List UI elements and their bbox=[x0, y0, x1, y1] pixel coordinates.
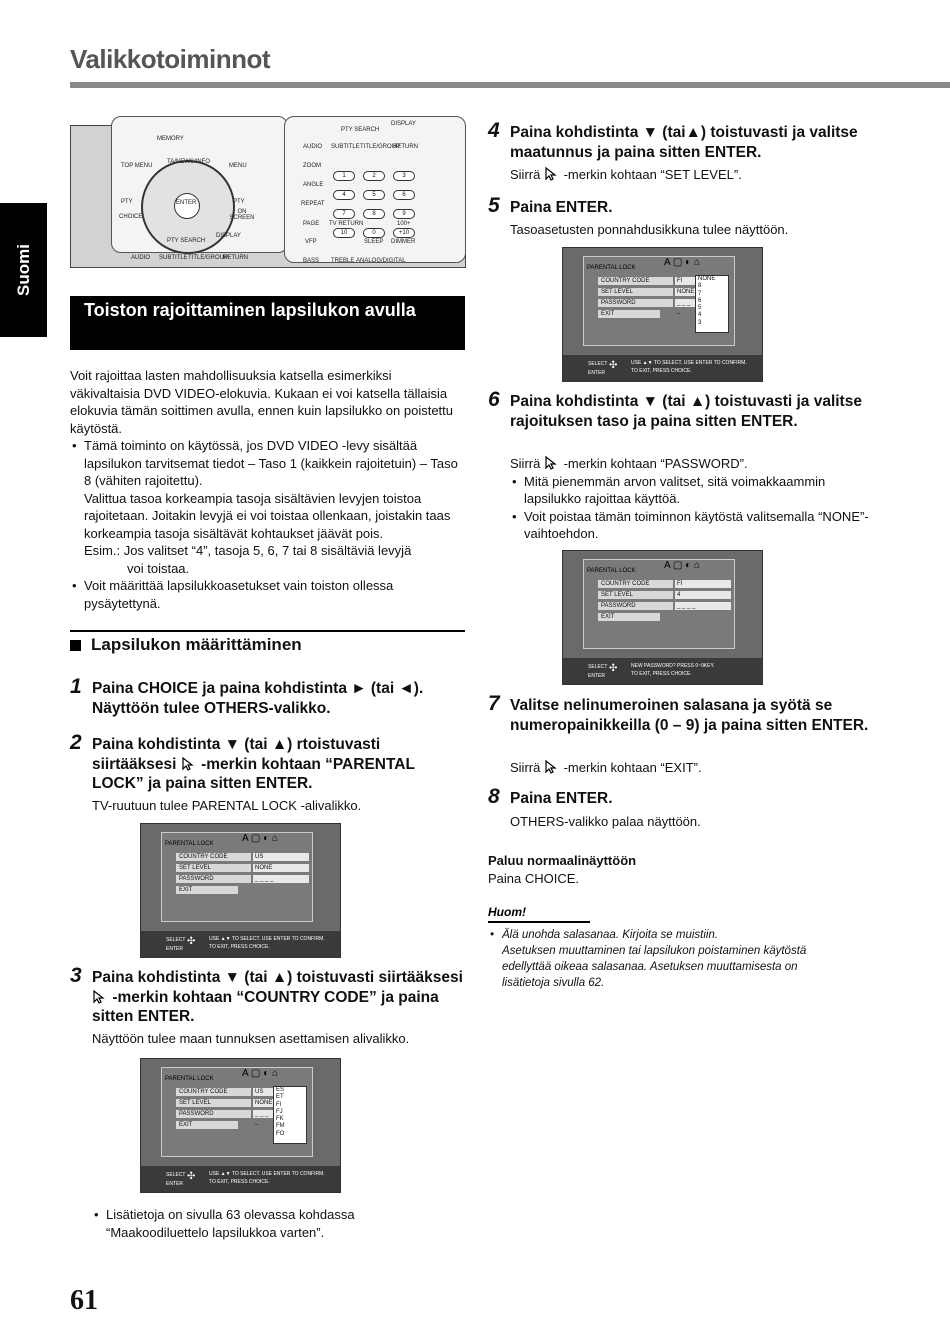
list-item: FK bbox=[276, 1116, 284, 1123]
desc-a: Siirrä bbox=[510, 456, 541, 471]
list-item: FJ bbox=[276, 1108, 283, 1115]
bullet-item: • Lisätietoja on sivulla 63 olevassa kohdassa “Maakoodiluettelo lapsilukkoa varten”. bbox=[92, 1206, 406, 1241]
osd-screen-set-level bbox=[562, 247, 763, 382]
step-text: Paina ENTER. bbox=[510, 790, 613, 807]
osd-select-label: SELECT bbox=[588, 664, 608, 670]
osd-level-value: NONE bbox=[253, 864, 309, 872]
menu-icons-icon: A ▢ ◐ ⌂ bbox=[664, 560, 700, 571]
step-number: 3 bbox=[70, 964, 82, 987]
list-item: FO bbox=[276, 1130, 285, 1137]
osd-row-exit: EXIT bbox=[176, 1121, 238, 1129]
cursor-icon bbox=[544, 759, 560, 775]
square-bullet-icon bbox=[70, 640, 81, 651]
osd-country-value: FI bbox=[675, 580, 731, 588]
osd-status-bar bbox=[563, 355, 762, 381]
remote-label: PTY bbox=[121, 199, 133, 205]
menu-icons-icon: A ▢ ◐ ⌂ bbox=[664, 257, 700, 268]
number-key: 9 bbox=[393, 209, 415, 219]
note-line: Asetuksen muuttaminen tai lapsilukon poistaminen käytöstä edellyttää oikeaa salasanaa. Asetuksen muuttamisesta on lisätietoja sivulla 62. bbox=[502, 945, 807, 989]
note-rule bbox=[488, 921, 590, 923]
number-key: 10 bbox=[333, 228, 355, 238]
list-item: 5 bbox=[698, 305, 702, 312]
menu-icons-icon: A ▢ ◐ ⌂ bbox=[242, 833, 278, 844]
desc-b: -merkin kohtaan “SET LEVEL”. bbox=[563, 167, 742, 182]
dpad-icon: ✣ bbox=[187, 1171, 196, 1182]
remote-label: TITLE/GROUP bbox=[360, 144, 401, 150]
osd-status-bar bbox=[141, 931, 340, 957]
osd-help-line: NEW PASSWORD? PRESS 0~9KEY. bbox=[631, 663, 715, 669]
osd-row-password: PASSWORD bbox=[598, 602, 673, 610]
remote-label: ANALOG/DIGITAL bbox=[356, 258, 406, 264]
osd-row-password: PASSWORD bbox=[176, 1110, 251, 1118]
subsection-title: Lapsilukon määrittäminen bbox=[91, 635, 302, 654]
remote-label: RETURN bbox=[393, 144, 418, 150]
number-key: 7 bbox=[333, 209, 355, 219]
remote-label: AUDIO bbox=[303, 144, 323, 150]
osd-row-country-code: COUNTRY CODE bbox=[598, 580, 673, 588]
osd-row-password: PASSWORD bbox=[176, 875, 251, 883]
page-number: 61 bbox=[70, 1285, 98, 1316]
remote-label: ZOOM bbox=[303, 163, 321, 169]
osd-country-value: US bbox=[253, 853, 309, 861]
remote-label: CHOICE bbox=[119, 214, 143, 220]
osd-screen-parental-lock bbox=[140, 823, 341, 958]
osd-row-country-code: COUNTRY CODE bbox=[176, 853, 251, 861]
remote-label: VFP bbox=[305, 239, 317, 245]
remote-label: ENTER bbox=[176, 200, 197, 206]
cursor-icon bbox=[544, 455, 560, 471]
remote-label: MEMORY bbox=[157, 136, 184, 142]
osd-enter-label: ENTER bbox=[588, 370, 605, 376]
osd-password-value: _ _ _ _ bbox=[675, 602, 731, 610]
remote-label: PTY bbox=[233, 199, 245, 205]
remote-label: PTY SEARCH bbox=[167, 238, 206, 244]
remote-label: TA/NEWS/INFO bbox=[167, 159, 210, 165]
step-text: Paina ENTER. bbox=[510, 199, 613, 216]
osd-row-set-level: SET LEVEL bbox=[598, 288, 673, 296]
list-item: ES bbox=[276, 1087, 285, 1093]
number-key: 0 bbox=[363, 228, 385, 238]
country-code-list bbox=[273, 1086, 307, 1144]
list-item: FM bbox=[276, 1123, 285, 1130]
osd-level-value: 4 bbox=[675, 591, 731, 599]
dpad-icon: ✣ bbox=[609, 360, 618, 371]
step-description: OTHERS-valikko palaa näyttöön. bbox=[510, 814, 701, 829]
menu-icons-icon: A ▢ ◐ ⌂ bbox=[242, 1068, 278, 1079]
step-text: Paina kohdistinta ▼ (tai▲) toistuvasti ja valitse maatunnus ja paina sitten ENTER. bbox=[510, 124, 858, 161]
osd-screen-country-code bbox=[140, 1058, 341, 1193]
step-text: Valitse nelinumeroinen salasana ja syötä se numeropainikkeilla (0 – 9) ja paina sitten ENTER. bbox=[510, 697, 869, 734]
bullet-continuation: Valittua tasoa korkeampia tasoja sisältävien levyjen toistoa rajoitetaan. Joitakin levyjä ei voi toistaa ollenkaan, joistakin taas korkeampia tasoja sisältävät kohtaukset jäävät pois. bbox=[84, 490, 451, 541]
step-text-b: -merkin kohtaan “COUNTRY CODE” ja paina sitten ENTER. bbox=[92, 988, 439, 1025]
osd-row-country-code: COUNTRY CODE bbox=[598, 277, 673, 285]
cursor-icon bbox=[92, 989, 108, 1005]
page-title: Valikkotoiminnot bbox=[70, 44, 271, 74]
intro-block bbox=[70, 367, 465, 612]
osd-password-value: _ _ _ _ bbox=[253, 875, 309, 883]
bullet-item: • Voit määrittää lapsilukkoasetukset vain toiston ollessa pysäytettynä. bbox=[70, 577, 465, 612]
osd-header: PARENTAL LOCK bbox=[165, 1076, 214, 1082]
number-key: 6 bbox=[393, 190, 415, 200]
step-text: Paina CHOICE ja paina kohdistinta ► (tai ◄). Näyttöön tulee OTHERS-valikko. bbox=[92, 680, 424, 717]
osd-row-password: PASSWORD bbox=[598, 299, 673, 307]
osd-row-country-code: COUNTRY CODE bbox=[176, 1088, 251, 1096]
remote-label: MENU bbox=[229, 163, 247, 169]
bullet-item: • Tämä toiminto on käytössä, jos DVD VIDEO -levy sisältää lapsilukon tarvitsemat tiedot – Taso 1 (kaikkein rajoitetuin) – Taso 8 (vähiten rajoitettu). bbox=[70, 437, 465, 490]
number-key: 8 bbox=[363, 209, 385, 219]
osd-row-set-level: SET LEVEL bbox=[598, 591, 673, 599]
remote-label: REPEAT bbox=[301, 201, 325, 207]
osd-select-label: SELECT bbox=[166, 1172, 186, 1178]
osd-help-line: USE ▲▼ TO SELECT. USE ENTER TO CONFIRM. bbox=[209, 1171, 325, 1177]
bullet-item: • Voit poistaa tämän toiminnon käytöstä valitsemalla “NONE”-vaihtoehdon. bbox=[510, 508, 880, 543]
bullet-item: • Mitä pienemmän arvon valitset, sitä voimakkaammin lapsilukko rajoittaa käyttöä. bbox=[510, 473, 880, 508]
osd-status-bar bbox=[141, 1166, 340, 1192]
osd-level-value: NONE bbox=[677, 289, 695, 295]
osd-row-set-level: SET LEVEL bbox=[176, 1099, 251, 1107]
number-key: 1 bbox=[333, 171, 355, 181]
remote-control-illustration bbox=[70, 121, 466, 268]
osd-row-exit: EXIT bbox=[598, 310, 660, 318]
osd-enter-label: ENTER bbox=[166, 1181, 183, 1187]
step-description bbox=[510, 455, 880, 543]
list-item: 3 bbox=[698, 319, 702, 326]
osd-help-line: USE ▲▼ TO SELECT. USE ENTER TO CONFIRM. bbox=[209, 936, 325, 942]
step-number: 2 bbox=[70, 731, 82, 754]
number-key: +10 bbox=[393, 228, 415, 238]
osd-enter-label: ENTER bbox=[166, 946, 183, 952]
enter-key bbox=[174, 193, 200, 219]
language-tab bbox=[0, 203, 47, 337]
remote-label: DISPLAY bbox=[216, 233, 241, 239]
number-key: 4 bbox=[333, 190, 355, 200]
remote-label: PAGE bbox=[303, 221, 320, 227]
example-text: Esim.: Jos valitset “4”, tasoja 5, 6, 7 tai 8 sisältäviä levyjä bbox=[84, 543, 412, 558]
osd-header: PARENTAL LOCK bbox=[165, 841, 214, 847]
remote-label: TV RETURN bbox=[329, 221, 364, 227]
title-rule bbox=[70, 82, 950, 88]
cursor-icon bbox=[181, 756, 197, 772]
step-number: 7 bbox=[488, 692, 500, 715]
osd-help-line: TO EXIT, PRESS CHOICE. bbox=[631, 368, 692, 374]
osd-screen-password bbox=[562, 550, 763, 685]
subsection-rule bbox=[70, 630, 465, 632]
list-item: NONE bbox=[698, 276, 716, 282]
osd-select-label: SELECT bbox=[166, 937, 186, 943]
step-description: Tasoasetusten ponnahdusikkuna tulee näyttöön. bbox=[510, 222, 789, 237]
osd-country-value: US bbox=[253, 1088, 273, 1096]
desc-a: Siirrä bbox=[510, 167, 541, 182]
remote-label: BASS bbox=[303, 258, 320, 264]
step-number: 6 bbox=[488, 388, 500, 411]
desc-a: Siirrä bbox=[510, 760, 541, 775]
return-title: Paluu normaalinäyttöön bbox=[488, 853, 637, 868]
step-description bbox=[510, 759, 702, 777]
level-list bbox=[695, 275, 729, 333]
remote-label: SUBTITLE bbox=[159, 255, 188, 261]
remote-label: DISPLAY bbox=[391, 121, 416, 127]
dpad-icon: ✣ bbox=[187, 936, 196, 947]
note-line: • Älä unohda salasanaa. Kirjoita se muistiin. bbox=[488, 927, 848, 943]
number-key: 3 bbox=[393, 171, 415, 181]
remote-label: AUDIO bbox=[131, 255, 151, 261]
osd-row-set-level: SET LEVEL bbox=[176, 864, 251, 872]
step-text-a: Paina kohdistinta ▼ (tai ▲) rtoistuvasti siirtääksesi bbox=[92, 736, 381, 773]
number-key: 5 bbox=[363, 190, 385, 200]
remote-label: 100+ bbox=[397, 221, 411, 227]
osd-country-value: FI bbox=[675, 277, 695, 285]
osd-password-value: _ _ _ _ bbox=[253, 1110, 273, 1118]
remote-label: TOP MENU bbox=[121, 163, 153, 169]
remote-label: RETURN bbox=[223, 255, 248, 261]
osd-help-line: TO EXIT, PRESS CHOICE. bbox=[209, 944, 270, 950]
number-key: 2 bbox=[363, 171, 385, 181]
step-text-b: -merkin kohtaan “PARENTAL LOCK” ja paina sitten ENTER. bbox=[92, 755, 415, 792]
remote-label: ANGLE bbox=[303, 182, 324, 188]
list-item: ET bbox=[276, 1094, 284, 1101]
list-item: FI bbox=[276, 1101, 282, 1108]
step-text-a: Paina kohdistinta ▼ (tai ▲) toistuvasti siirtääksesi bbox=[92, 969, 463, 986]
remote-label: DIMMER bbox=[391, 239, 416, 245]
osd-level-value: NONE bbox=[255, 1100, 273, 1106]
step-number: 1 bbox=[70, 675, 82, 698]
osd-help-line: USE ▲▼ TO SELECT. USE ENTER TO CONFIRM. bbox=[631, 360, 747, 366]
step-number: 4 bbox=[488, 119, 500, 142]
step-text bbox=[92, 968, 467, 1027]
section-title: Toiston rajoittaminen lapsilukon avulla bbox=[70, 296, 465, 350]
osd-header: PARENTAL LOCK bbox=[587, 568, 636, 574]
list-item: 4 bbox=[698, 312, 702, 319]
step-text: Paina kohdistinta ▼ (tai ▲) toistuvasti ja valitse rajoituksen taso ja paina sitten ENTER. bbox=[510, 393, 862, 430]
osd-enter-label: ENTER bbox=[588, 673, 605, 679]
osd-row-exit: EXIT bbox=[598, 613, 660, 621]
step-description bbox=[510, 166, 742, 184]
remote-label: SLEEP bbox=[364, 239, 384, 245]
step-text bbox=[92, 735, 467, 794]
osd-help-line: TO EXIT, PRESS CHOICE. bbox=[209, 1179, 270, 1185]
return-text: Paina CHOICE. bbox=[488, 871, 580, 886]
step-number: 5 bbox=[488, 194, 500, 217]
osd-help-line: TO EXIT, PRESS CHOICE. bbox=[631, 671, 692, 677]
remote-label: SUBTITLE bbox=[331, 144, 360, 150]
osd-password-value: _ _ _ _ bbox=[675, 299, 695, 307]
osd-status-bar bbox=[563, 658, 762, 684]
language-tab-label: Suomi bbox=[13, 244, 33, 296]
osd-header: PARENTAL LOCK bbox=[587, 265, 636, 271]
remote-label: TREBLE bbox=[331, 258, 355, 264]
remote-label: TITLE/GROUP bbox=[188, 255, 229, 261]
desc-b: -merkin kohtaan “EXIT”. bbox=[563, 760, 702, 775]
desc-b: -merkin kohtaan “PASSWORD”. bbox=[563, 456, 748, 471]
list-item: 8 bbox=[698, 283, 702, 290]
step-description: TV-ruutuun tulee PARENTAL LOCK -alivalikko. bbox=[92, 798, 362, 813]
list-item: 6 bbox=[698, 297, 702, 304]
osd-row-exit: EXIT bbox=[176, 886, 238, 894]
intro-paragraph: Voit rajoittaa lasten mahdollisuuksia katsella esimerkiksi väkivaltaisia DVD VIDEO-elokuvia. Kukaan ei voi katsella tällaisia elokuvia tämän soittimen avulla, ennen kuin lapsilukko on poistettu käytöstä. bbox=[70, 368, 454, 436]
remote-label: PTY SEARCH bbox=[341, 127, 380, 133]
note-title: Huom! bbox=[488, 905, 526, 919]
step-description: Näyttöön tulee maan tunnuksen asettamisen alivalikko. bbox=[92, 1031, 410, 1046]
remote-label: ON SCREEN bbox=[229, 209, 255, 221]
step-number: 8 bbox=[488, 785, 500, 808]
osd-select-label: SELECT bbox=[588, 361, 608, 367]
cursor-icon bbox=[544, 166, 560, 182]
example-continuation: voi toistaa. bbox=[127, 560, 190, 576]
list-item: 7 bbox=[698, 290, 702, 297]
dpad-icon: ✣ bbox=[609, 663, 618, 674]
note-body bbox=[488, 927, 848, 991]
